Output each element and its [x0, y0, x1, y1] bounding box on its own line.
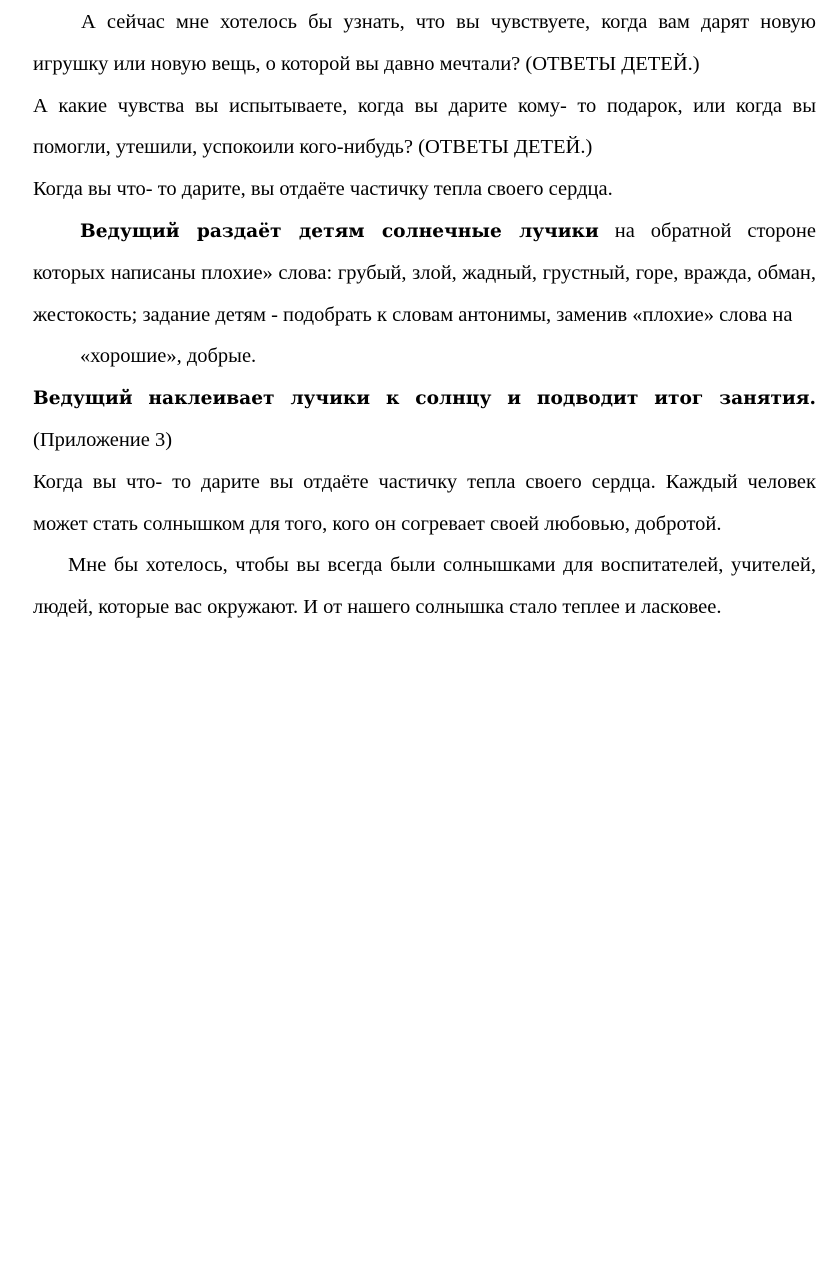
- paragraph-question-giving: А какие чувства вы испытываете, когда вы дарите кому- то подарок, или когда вы помогли, утешили, успокоили кого-нибудь? (ОТВЕТЫ ДЕТЕЙ.): [33, 94, 816, 159]
- paragraph-sunshine: Когда вы что- то дарите вы отдаёте частичку тепла своего сердца. Каждый человек может стать солнышком для того, кого он согревает своей любовью, добротой.: [33, 470, 816, 535]
- paragraph-summary: [33, 378, 816, 462]
- summary-bold-text: Ведущий наклеивает лучики к солнцу и подводит итог занятия.: [33, 388, 816, 410]
- instruction-end-text: «хорошие», добрые.: [80, 345, 257, 368]
- appendix-reference: (Приложение 3): [33, 428, 173, 451]
- paragraph-closing: Мне бы хотелось, чтобы вы всегда были солнышками для воспитателей, учителей, людей, которые вас окружают. И от нашего солнышка стало теплее и ласковее.: [33, 554, 816, 619]
- paragraph-warmth: Когда вы что- то дарите, вы отдаёте частичку тепла своего сердца.: [33, 178, 613, 201]
- paragraph-question-feelings: А сейчас мне хотелось бы узнать, что вы чувствуете, когда вам дарят новую игрушку или новую вещь, о которой вы давно мечтали? (ОТВЕТЫ ДЕТЕЙ.): [33, 11, 816, 75]
- instruction-text: на обратной стороне которых написаны плохие» слова: грубый, злой, жадный, грустный, горе, вражда, обман, жестокость; задание детям - подобрать к словам антонимы, заменив «плохие» слова на: [33, 219, 816, 326]
- instruction-bold-text: Ведущий раздаёт детям солнечные лучики: [80, 220, 599, 242]
- paragraph-sun-rays-task: [33, 211, 816, 378]
- document-page: [33, 0, 816, 629]
